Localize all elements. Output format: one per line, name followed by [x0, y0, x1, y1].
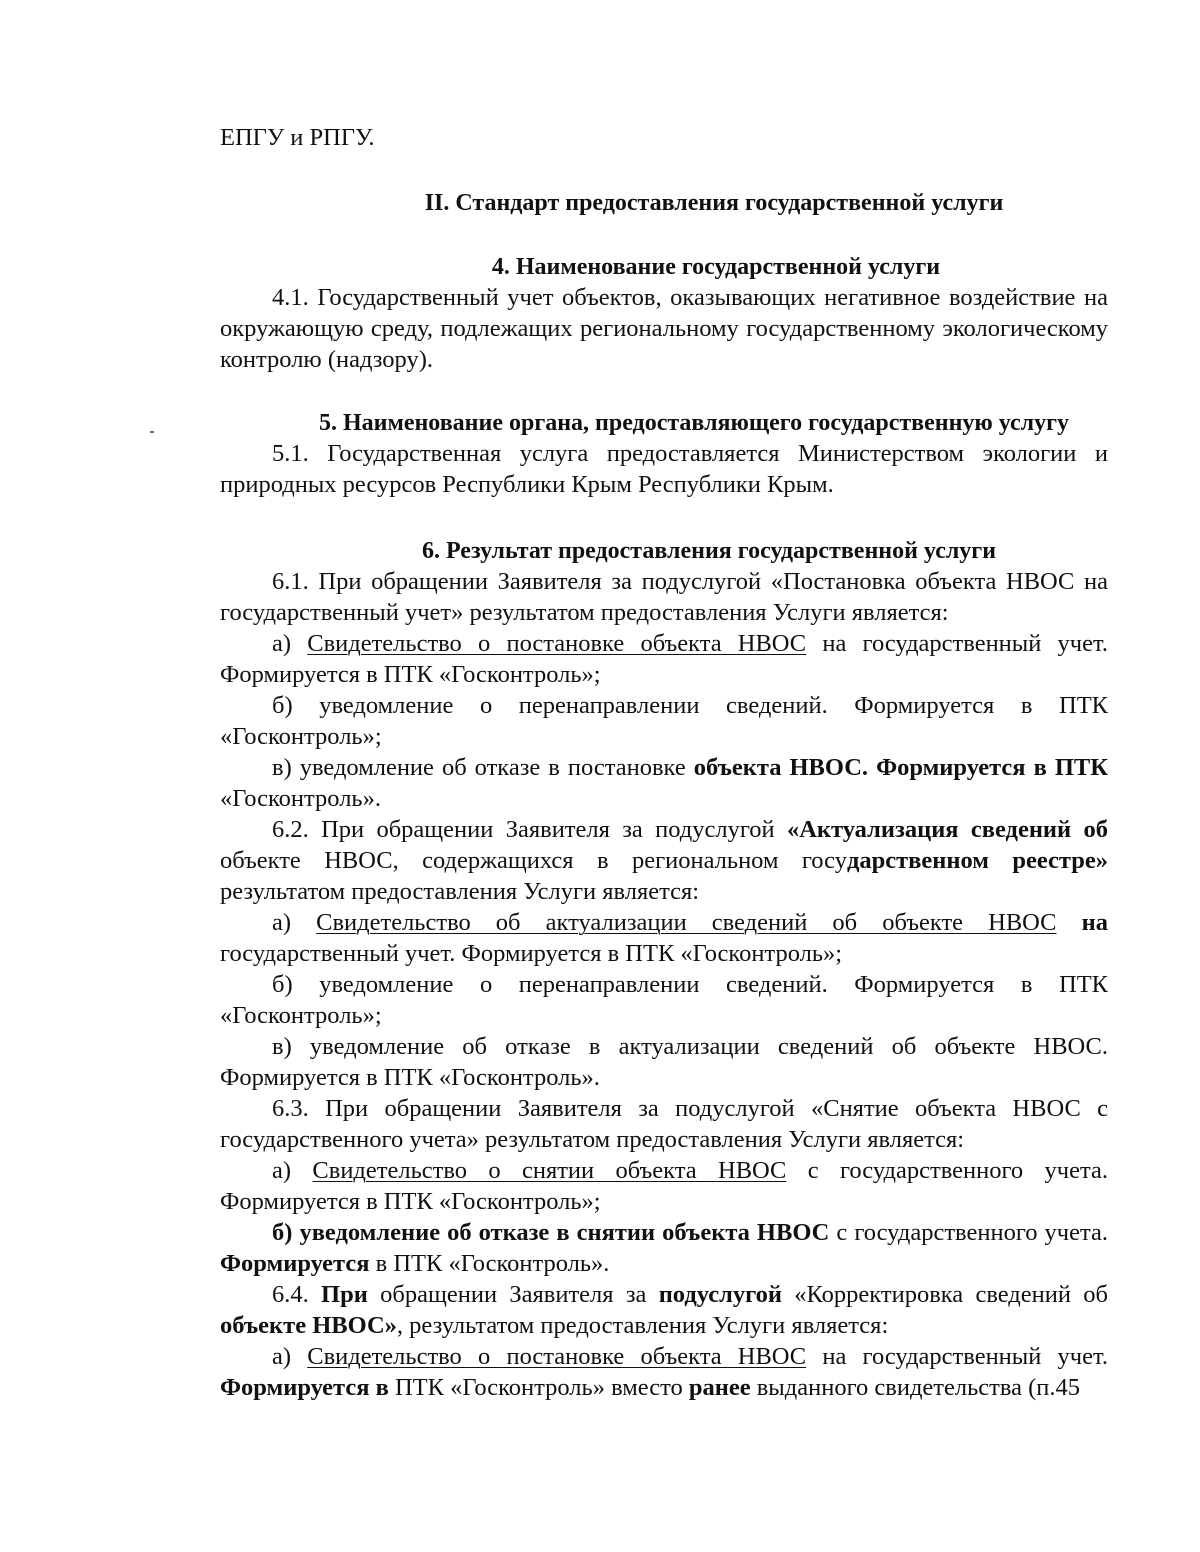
item-bold-text: ранее [688, 1374, 751, 1401]
paragraph-4-1: 4.1. Государственный учет объектов, оказывающих негативное воздействие на окружающую среду, подлежащих региональному государственному экологическому контролю (надзору). [220, 284, 1108, 373]
item-text: с государственного учета. Формируется в ПТК «Госконтроль»; [220, 1157, 1108, 1215]
paragraph-6-1: 6.1. При обращении Заявителя за подуслугой «Постановка объекта НВОС на государственный учет» результатом предоставления Услуги является: [220, 568, 1108, 626]
heading-section-4: 4. Наименование государственной услуги [491, 254, 941, 280]
item-bold-text: Формируется в [220, 1374, 389, 1401]
item-text: обращении Заявителя за [367, 1281, 659, 1308]
item-bold-text: б) уведомление об отказе в снятии объекта НВОС [272, 1219, 830, 1246]
certificate-registration-link: Свидетельство о постановке объекта НВОС [307, 630, 807, 657]
item-bold-text: на [1081, 909, 1108, 936]
item-prefix: а) [272, 1157, 313, 1184]
item-text: результатом предоставления Услуги является: [220, 878, 700, 905]
certificate-update-link: Свидетельство об актуализации сведений об объекте НВОС [316, 909, 1057, 936]
certificate-correction-link: Свидетельство о постановке объекта НВОС [307, 1343, 807, 1370]
paragraph-5-1: 5.1. Государственная услуга предоставляется Министерством экологии и природных ресурсов Республики Крым Республики Крым. [220, 440, 1108, 498]
item-text: с государственного учета. [829, 1219, 1109, 1246]
item-bold-text: подуслугой [658, 1281, 782, 1308]
certificate-removal-link: Свидетельство о снятии объекта НВОС [312, 1157, 787, 1184]
item-text: 6.4. [272, 1281, 322, 1308]
item-bold-text: дарственном реестре» [846, 847, 1109, 874]
paragraph-6-2-v: в) уведомление об отказе в актуализации сведений об объекте НВОС. Формируется в ПТК «Госконтроль». [220, 1033, 1108, 1091]
item-text: в ПТК «Госконтроль». [369, 1250, 610, 1277]
paragraph-6-4 [220, 1279, 1108, 1341]
item-text: объекте НВОС, содержащихся в региональном госу [220, 847, 847, 874]
paragraph-6-2-b: б) уведомление о перенаправлении сведений. Формируется в ПТК «Госконтроль»; [220, 971, 1108, 1029]
item-text: «Корректировка сведений об [782, 1281, 1108, 1308]
paragraph-6-1-a [220, 628, 1108, 690]
item-text: выданного свидетельства (п.45 [750, 1374, 1080, 1401]
paragraph-6-2-a [220, 907, 1108, 969]
item-text: «Госконтроль». [220, 785, 381, 812]
item-bold-text: объекта НВОС. Формируется в ПТК [693, 754, 1108, 781]
item-prefix: а) [272, 630, 308, 657]
item-text: в) уведомление об отказе в постановке [272, 754, 694, 781]
paragraph-6-3-a [220, 1155, 1108, 1217]
paragraph-6-1-v [220, 752, 1108, 814]
paragraph-6-4-a [220, 1341, 1108, 1403]
item-text [1057, 909, 1082, 936]
document-body [220, 118, 1108, 1403]
item-text: 6.2. При обращении Заявителя за подуслугой [272, 816, 787, 843]
item-text: государственный учет. Формируется в ПТК «Госконтроль»; [220, 940, 843, 967]
intro-line: ЕПГУ и РПГУ. [220, 124, 375, 151]
paragraph-6-3: 6.3. При обращении Заявителя за подуслугой «Снятие объекта НВОС с государственного учета» результатом предоставления Услуги является: [220, 1095, 1108, 1153]
heading-section-5: 5. Наименование органа, предоставляющего государственную услугу [318, 410, 1070, 436]
item-bold-text: объекте НВОС» [220, 1312, 397, 1339]
paragraph-6-3-b [220, 1217, 1108, 1279]
paragraph-6-1-b: б) уведомление о перенаправлении сведений. Формируется в ПТК «Госконтроль»; [220, 692, 1108, 750]
item-text: на государственный учет. Формируется в ПТК «Госконтроль»; [220, 630, 1108, 688]
heading-section-6: 6. Результат предоставления государственной услуги [421, 538, 997, 564]
section-title: II. Стандарт предоставления государственной услуги [424, 190, 1004, 216]
item-text: ПТК «Госконтроль» вместо [388, 1374, 689, 1401]
item-text: , результатом предоставления Услуги является: [396, 1312, 889, 1339]
scan-speck [150, 431, 154, 433]
item-prefix: а) [272, 909, 317, 936]
paragraph-6-2 [220, 814, 1108, 907]
item-prefix: а) [272, 1343, 308, 1370]
item-bold-text: При [321, 1281, 368, 1308]
item-bold-text: «Актуализация сведений об [786, 816, 1108, 843]
item-bold-text: Формируется [220, 1250, 370, 1277]
item-text: на государственный учет. [806, 1343, 1108, 1370]
